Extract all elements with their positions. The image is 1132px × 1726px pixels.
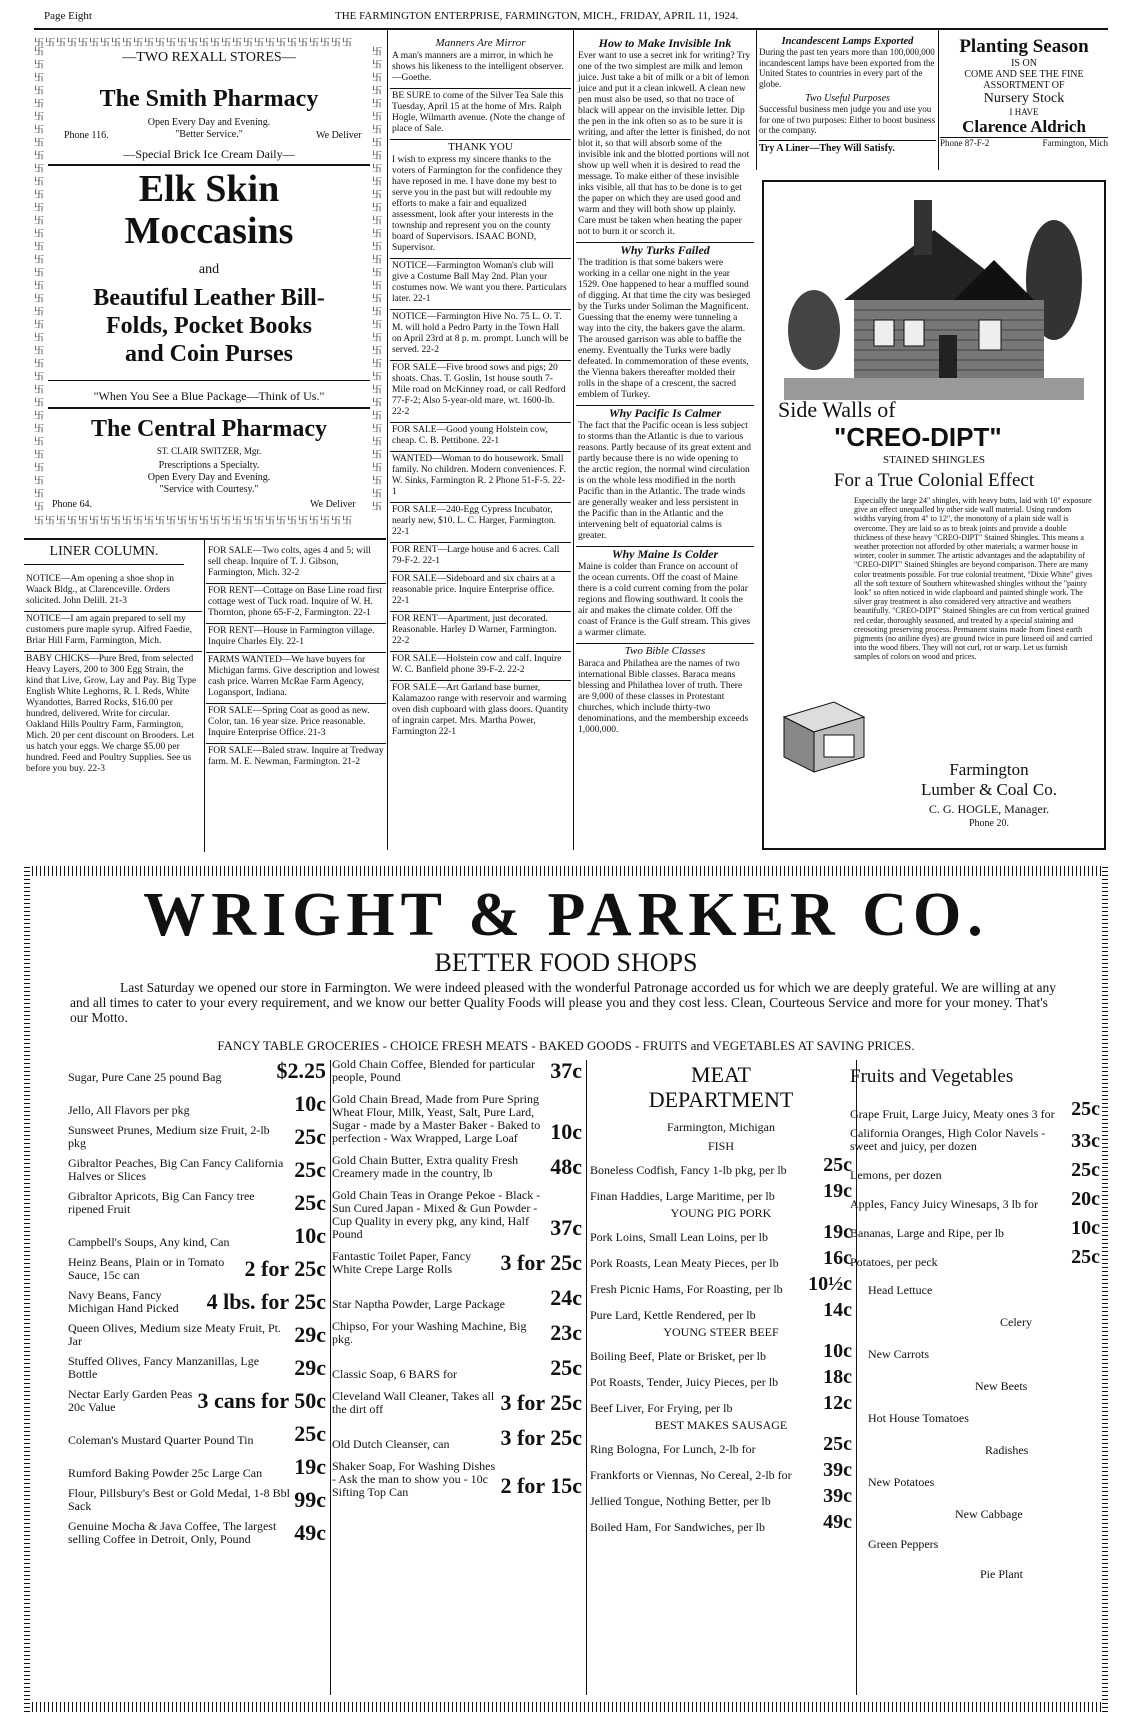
notice-item: FOR SALE—Good young Holstein cow, cheap. C. B. Pettibone. 22-1: [390, 423, 571, 452]
notice-item: I wish to express my sincere thanks to the voters of Farmington for the confidence they have reposed in me. I have done my best to serve you in the past but will redouble my efforts to make a fair and equalized assessment, look after your interests in the township and represent you on the county board of Supervisors. ISAAC BOND, Supervisor.: [390, 153, 571, 259]
price-item: [332, 1390, 582, 1416]
item-price: 10c: [294, 1091, 326, 1116]
price-item: [68, 1058, 326, 1084]
better-food-shops: BETTER FOOD SHOPS: [434, 948, 698, 977]
item-description: Genuine Mocha & Java Coffee, The largest selling Coffee in Detroit, Only, Pound: [68, 1519, 277, 1546]
fv-title: Fruits and Vegetables: [850, 1066, 1014, 1087]
sausage-list: [590, 1433, 852, 1534]
price-item: [332, 1320, 582, 1346]
item-price: 25c: [294, 1124, 326, 1149]
item-price: 39c: [823, 1485, 852, 1507]
column-rule: [387, 30, 388, 850]
planting-is-on: IS ON: [1011, 58, 1037, 69]
creo-dipt-ad: [762, 180, 1106, 850]
elk-skin-heading: Elk Skin: [138, 168, 280, 210]
item-description: Nectar Early Garden Peas 20c Value: [68, 1387, 193, 1414]
veg-item: New Potatoes: [868, 1475, 935, 1489]
fish-heading: FISH: [707, 1139, 734, 1153]
lamps-text: During the past ten years more than 100,000,000 incandescent lamps have been exported from the United States to countries in every part of the globe.: [759, 47, 935, 89]
price-item: [332, 1460, 582, 1499]
dealer-phone: Phone 20.: [969, 818, 1009, 829]
liner-item: FOR SALE—Baled straw. Inquire at Tredway farm. M. E. Newman, Farmington. 21-2: [208, 746, 384, 767]
item-description: Pork Loins, Small Lean Loins, per lb: [590, 1230, 768, 1244]
liner-item: BABY CHICKS—Pure Bred, from selected Heavy Layers, 200 to 300 Egg Strain, the kind that Live, Grow, Lay and Pay. Big Type English White Leghorns, R. I. Reds, White Wyandottes, Barred Rocks, $16.00 per hundred, delivered. Write for circular. Oakland Hills Poultry Farm, Farmington, Mich. 20 per cent discount on Brooders. Let us hatch your eggs. We charge $5.00 per hundred. Feed and Poultry Supplies. See us before you buy. 22-3: [26, 654, 197, 774]
notice-item: FOR SALE—Five brood sows and pigs; 20 shoats. Chas. T. Goslin, 1st house south 7-Mile road on McKinney road, or call Redford 77-F-2; Also 5-year-old mare, wt. 1600-lb. 22-2: [390, 361, 571, 423]
liner-mid-column: [206, 544, 386, 852]
item-price: 19c: [823, 1180, 852, 1202]
creo-effect: For a True Colonial Effect: [833, 470, 1035, 491]
item-price: $2.25: [276, 1058, 326, 1083]
item-description: Frankforts or Viennas, No Cereal, 2-lb for: [590, 1468, 792, 1482]
central-open: Open Every Day and Evening.: [147, 472, 271, 483]
liner-item: FOR SALE—Spring Coat as good as new. Color, tan. 16 year size. Price reasonable. Inquire Enterprise Office. 21-3: [206, 704, 386, 744]
column-heading: Manners Are Mirror: [435, 37, 526, 49]
item-description: Boiling Beef, Plate or Brisket, per lb: [590, 1349, 766, 1363]
useful-text: Successful business men judge you and use you for one of two purposes: Either to boost business or the company.: [759, 104, 935, 135]
liner-item: NOTICE—I am again prepared to sell my customers pure maple syrup. Alfred Faedie, Briar Hill Farm, Farmington, Mich.: [24, 612, 202, 652]
swastika-border: 卐卐卐卐卐卐卐卐卐卐卐卐卐卐卐卐卐卐卐卐卐卐卐卐卐卐卐卐卐: [34, 516, 353, 527]
item-description: Navy Beans, Fancy Michigan Hand Picked: [68, 1288, 179, 1315]
and-text: and: [198, 262, 220, 277]
price-item: [68, 1355, 326, 1381]
price-item: [590, 1273, 852, 1296]
wp-categories: FANCY TABLE GROCERIES - CHOICE FRESH MEATS - BAKED GOODS - FRUITS and VEGETABLES AT SAVING PRICES.: [217, 1038, 915, 1053]
price-item: [68, 1124, 326, 1150]
planting-come: COME AND SEE THE FINE: [964, 69, 1084, 80]
lamps-column: [759, 36, 936, 170]
liner-item: FOR RENT—Cottage on Base Line road first cottage west of Tuck road. Inquire of W. H. Thornton, phone 65-F-2, Farmington. 22-1: [206, 584, 386, 624]
article-text: Maine is colder than France on account of the ocean currents. Off the coast of Maine there is a cold current coming from the polar regions and flowing southward. It cools the air and makes the climate colder. Off the coast of France is the Gulf stream. This gives a warmer climate.: [576, 560, 754, 644]
groceries-column: [68, 1058, 326, 1698]
liner-rule: [204, 540, 205, 852]
item-description: Apples, Fancy Juicy Winesaps, 3 lb for: [850, 1197, 1038, 1211]
item-price: 3 cans for 50c: [197, 1388, 326, 1413]
price-item: [332, 1250, 582, 1276]
liner-title: LINER COLUMN.: [24, 544, 184, 565]
article-title: Why Maine Is Colder: [611, 547, 719, 561]
central-phone: Phone 64.: [52, 499, 92, 510]
item-description: Cleveland Wall Cleaner, Takes all the dirt off: [332, 1389, 495, 1416]
ice-cream-special: —Special Brick Ice Cream Daily—: [123, 147, 295, 161]
item-price: 4 lbs. for 25c: [206, 1289, 326, 1314]
item-description: Flour, Pillsbury's Best or Gold Medal, 1-8 Bbl Sack: [68, 1486, 291, 1513]
item-price: 25c: [294, 1190, 326, 1215]
item-description: Coleman's Mustard Quarter Pound Tin: [68, 1433, 254, 1447]
item-price: 10c: [294, 1223, 326, 1248]
price-item: [68, 1322, 326, 1348]
notice-item: FOR SALE—240-Egg Cypress Incubator, nearly new, $10. L. C. Harger, Farmington. 22-1: [390, 503, 571, 543]
lamps-title: Incandescent Lamps Exported: [781, 36, 914, 47]
article-title: How to Make Invisible Ink: [598, 36, 732, 50]
price-item: [68, 1157, 326, 1183]
swastika-border: 卐卐卐卐卐卐卐卐卐卐卐卐卐卐卐卐卐卐卐卐卐卐卐卐卐卐卐卐卐卐卐卐卐卐卐卐: [34, 47, 45, 513]
item-price: 99c: [294, 1487, 326, 1512]
price-item: [68, 1520, 326, 1546]
price-item: [68, 1454, 326, 1480]
price-item: [590, 1340, 852, 1363]
creo-stained: STAINED SHINGLES: [882, 454, 986, 466]
item-description: Fantastic Toilet Paper, Fancy White Crepe Large Rolls: [332, 1249, 472, 1276]
item-description: Stuffed Olives, Fancy Manzanillas, Lge Bottle: [68, 1354, 260, 1381]
item-description: Pure Lard, Kettle Rendered, per lb: [590, 1308, 756, 1322]
veg-item: New Carrots: [868, 1347, 929, 1361]
item-description: Star Naptha Powder, Large Package: [332, 1297, 505, 1311]
masthead: THE FARMINGTON ENTERPRISE, FARMINGTON, MICH., FRIDAY, APRIL 11, 1924.: [335, 10, 739, 22]
price-item: [850, 1217, 1100, 1240]
price-item: [590, 1247, 852, 1270]
veg-item: Pie Plant: [980, 1567, 1024, 1581]
article-title: Why Turks Failed: [620, 243, 710, 257]
leather-line-2: Folds, Pocket Books: [105, 313, 312, 339]
item-price: 10½c: [808, 1273, 852, 1295]
liner-item: FARMS WANTED—We have buyers for Michigan farms. Give description and lowest cash price. Warren McRae Farm Agency, Logansport, Indiana.: [206, 653, 386, 704]
notice-item: A man's manners are a mirror, in which he shows his likeness to the intelligent observer.—Goethe.: [390, 49, 571, 89]
item-price: 49c: [823, 1511, 852, 1533]
column-heading: THANK YOU: [448, 141, 513, 153]
smith-pharmacy-name: The Smith Pharmacy: [99, 86, 319, 112]
veg-item: Celery: [1000, 1315, 1032, 1329]
price-item: [68, 1421, 326, 1447]
item-description: Boneless Codfish, Fancy 1-lb pkg, per lb: [590, 1163, 787, 1177]
price-item: [590, 1511, 852, 1534]
item-price: 18c: [823, 1366, 852, 1388]
item-price: 2 for 25c: [244, 1256, 326, 1281]
liner-top-rule: [24, 538, 386, 540]
rexall-banner: —TWO REXALL STORES—: [122, 50, 296, 65]
central-pharmacy-name: The Central Pharmacy: [91, 416, 327, 442]
article-text: Ever want to use a secret ink for writing? Try one of the two simplest are milk and lemon juice. Just take a bit of milk or a bit of lemon juice and put it a clean inkwell. A clean new pen must also be used, so that no trace of black will appear on the invisible letter. Dip the pen in the ink often so as to be sure it is writing, and after the letter is finished, do not blot it, so that will absorb some of the invisible ink and the blotted portions will not show up well when it is desired to read the message. To make either of these invisible inks visible, all that has to be done is to get the paper on which they are used good and warm and they will both show up plainly. Care must be taken when heating the paper not to burn it or scorch it.: [576, 49, 754, 243]
item-price: 19c: [823, 1221, 852, 1243]
item-price: 10c: [1071, 1217, 1100, 1239]
item-description: Gold Chain Bread, Made from Pure Spring Wheat Flour, Milk, Yeast, Salt, Pure Lard, Sugar - made by a Master Baker - Baked to perfection - Wax Wrapped, Large Loaf: [332, 1092, 541, 1145]
notices-column: [390, 36, 571, 850]
planting-assort: ASSORTMENT OF: [983, 80, 1065, 91]
article-text: The fact that the Pacific ocean is less subject to storms than the Atlantic is due to various reasons. Partly because of its great extent and partly because there is no wide opening to the arctic region, the normal wind circulation is on the whole less modified in the north Pacific than in the Atlantic. The trade winds are generally weaker and less persistent in the Pacific than in the Atlantic and the intervening belt of equatorial calms is greater.: [576, 419, 754, 547]
liner-item: FOR RENT—House in Farmington village. Inquire Charles Ely. 22-1: [206, 624, 386, 653]
price-item: [590, 1180, 852, 1203]
planting-town: Farmington, Mich: [1042, 138, 1108, 148]
planting-title: Planting Season: [959, 36, 1089, 57]
price-item: [850, 1188, 1100, 1211]
price-item: [68, 1388, 326, 1414]
item-price: 3 for 25c: [500, 1390, 582, 1415]
item-description: Old Dutch Cleanser, can: [332, 1437, 450, 1451]
moccasins-heading: Moccasins: [124, 210, 294, 252]
item-description: Queen Olives, Medium size Meaty Fruit, Pt. Jar: [68, 1321, 281, 1348]
item-description: Heinz Beans, Plain or in Tomato Sauce, 15c can: [68, 1255, 225, 1282]
item-description: Sugar, Pure Cane 25 pound Bag: [68, 1070, 222, 1084]
column-rule: [573, 30, 574, 850]
price-item: [590, 1392, 852, 1415]
liner-left-column: [24, 572, 202, 852]
item-price: 25c: [823, 1433, 852, 1455]
price-item: [850, 1159, 1100, 1182]
price-item: [590, 1154, 852, 1177]
price-item: [332, 1058, 582, 1084]
item-price: 29c: [294, 1322, 326, 1347]
price-item: [68, 1487, 326, 1513]
item-price: 2 for 15c: [500, 1473, 582, 1498]
price-item: [590, 1221, 852, 1244]
smith-phone: Phone 116.: [64, 130, 109, 141]
veg-item: Radishes: [985, 1443, 1029, 1457]
price-item: [68, 1190, 326, 1216]
item-description: Shaker Soap, For Washing Dishes - Ask the man to show you - 10c Sifting Top Can: [332, 1459, 496, 1499]
gold-chain-column: [332, 1058, 582, 1698]
ad-border: [24, 866, 1108, 876]
item-price: 25c: [1071, 1098, 1100, 1120]
beef-heading: YOUNG STEER BEEF: [663, 1325, 779, 1339]
house-illustration: [784, 190, 1084, 400]
price-item: [332, 1425, 582, 1451]
leather-line-3: and Coin Purses: [124, 341, 294, 367]
price-item: [590, 1433, 852, 1456]
price-item: [68, 1256, 326, 1282]
item-description: Ring Bologna, For Lunch, 2-lb for: [590, 1442, 756, 1456]
veg-item: New Cabbage: [955, 1507, 1023, 1521]
fv-list: [850, 1098, 1100, 1269]
swastika-border: 卐卐卐卐卐卐卐卐卐卐卐卐卐卐卐卐卐卐卐卐卐卐卐卐卐卐卐卐卐卐卐卐卐卐卐卐: [372, 47, 383, 513]
column-rule: [938, 30, 939, 170]
article-title: Two Bible Classes: [624, 645, 706, 657]
item-price: 33c: [1071, 1130, 1100, 1152]
central-manager: ST. CLAIR SWITZER, Mgr.: [156, 446, 262, 456]
try-liner: Try A Liner—They Will Satisfy.: [759, 140, 936, 154]
item-description: Jellied Tongue, Nothing Better, per lb: [590, 1494, 771, 1508]
creo-brand: "CREO-DIPT": [834, 422, 1002, 452]
articles-column: [576, 36, 754, 850]
veg-item: Green Peppers: [868, 1537, 939, 1551]
central-deliver: We Deliver: [310, 499, 356, 510]
planting-have: I HAVE: [1009, 107, 1039, 117]
item-description: California Oranges, High Color Navels - sweet and juicy, per dozen: [850, 1126, 1046, 1153]
column-rule: [756, 30, 757, 170]
item-price: 12c: [823, 1392, 852, 1414]
item-price: 3 for 25c: [500, 1425, 582, 1450]
item-description: Pork Roasts, Lean Meaty Pieces, per lb: [590, 1256, 779, 1270]
item-price: 3 for 25c: [500, 1250, 582, 1275]
item-price: 49c: [294, 1520, 326, 1545]
item-price: 25c: [294, 1157, 326, 1182]
item-price: 39c: [823, 1459, 852, 1481]
blue-package-slogan: "When You See a Blue Package—Think of Us.": [93, 389, 325, 403]
price-item: [68, 1091, 326, 1117]
veg-item: New Beets: [975, 1379, 1028, 1393]
smith-deliver: We Deliver: [316, 130, 362, 141]
item-description: Bananas, Large and Ripe, per lb: [850, 1226, 1005, 1240]
shingle-bundle-illustration: [774, 687, 874, 777]
item-price: 25c: [1071, 1159, 1100, 1181]
useful-title: Two Useful Purposes: [805, 93, 890, 104]
item-description: Lemons, per dozen: [850, 1168, 942, 1182]
meat-title: MEAT DEPARTMENT: [648, 1062, 794, 1112]
pork-heading: YOUNG PIG PORK: [670, 1206, 772, 1220]
rexall-ad: [34, 34, 384, 534]
item-price: 48c: [550, 1154, 582, 1179]
wright-parker-title: WRIGHT & PARKER CO.: [143, 881, 989, 949]
notice-item: NOTICE—Farmington Hive No. 75 L. O. T. M. will hold a Pedro Party in the Town Hall on April 23rd at 8 p. m. prompt. Lunch will be served. 22-2: [390, 310, 571, 361]
divider: [48, 164, 370, 166]
item-price: 16c: [823, 1247, 852, 1269]
veg-item: Hot House Tomatoes: [868, 1411, 969, 1425]
price-item: [332, 1355, 582, 1381]
item-description: Campbell's Soups, Any kind, Can: [68, 1235, 230, 1249]
notice-item: WANTED—Woman to do housework. Small family. No children. Modern conveniences. F. W. Sinks, Farmington R. 2 Phone 51-F-5. 22-1: [390, 452, 571, 503]
sausage-heading: BEST MAKES SAUSAGE: [654, 1418, 788, 1432]
smith-open: Open Every Day and Evening.: [147, 117, 271, 128]
item-description: Gibraltor Apricots, Big Can Fancy tree ripened Fruit: [68, 1189, 255, 1216]
item-price: 29c: [294, 1355, 326, 1380]
item-description: Finan Haddies, Large Maritime, per lb: [590, 1189, 775, 1203]
price-item: [850, 1098, 1100, 1121]
smith-service: "Better Service.": [175, 129, 243, 140]
ad-border: [1102, 866, 1108, 1712]
planting-nursery: Nursery Stock: [983, 91, 1065, 106]
item-price: 37c: [550, 1058, 582, 1083]
item-description: Grape Fruit, Large Juicy, Meaty ones 3 for: [850, 1107, 1055, 1121]
item-price: 25c: [294, 1421, 326, 1446]
planting-ad: [940, 36, 1108, 170]
planting-name: Clarence Aldrich: [962, 117, 1086, 136]
liner-item: FOR SALE—Two colts, ages 4 and 5; will sell cheap. Inquire of T. J. Gibson, Farmington, Mich. 32-2: [206, 544, 386, 584]
item-description: Gold Chain Coffee, Blended for particular people, Pound: [332, 1058, 536, 1084]
divider: [48, 380, 370, 381]
dealer-manager: C. G. HOGLE, Manager.: [928, 802, 1050, 816]
notice-item: FOR SALE—Art Garland base burner, Kalamazoo range with reservoir and warming oven dish cupboard with glass doors. Quantity of ingrain carpet. Mrs. Martha Power, Farmington 22-1: [392, 683, 569, 737]
item-description: Classic Soap, 6 BARS for: [332, 1367, 458, 1381]
notice-item: FOR SALE—Sideboard and six chairs at a reasonable price. Inquire Enterprise office. 22-1: [390, 572, 571, 612]
price-item: [332, 1285, 582, 1311]
price-item: [332, 1154, 582, 1180]
page-number: Page Eight: [44, 10, 92, 22]
dealer-name: Farmington: [949, 760, 1029, 779]
liner-item: NOTICE—Am opening a shoe shop in Waack Bldg., at Clarenceville. Orders solicited. John Delill. 21-3: [24, 572, 202, 612]
item-description: Pot Roasts, Tender, Juicy Pieces, per lb: [590, 1375, 779, 1389]
price-item: [332, 1093, 582, 1145]
item-price: 14c: [823, 1299, 852, 1321]
notice-item: FOR RENT—Large house and 6 acres. Call 79-F-2. 22-1: [390, 543, 571, 572]
leather-line-1: Beautiful Leather Bill-: [93, 285, 325, 311]
price-item: [590, 1459, 852, 1482]
item-price: 25c: [1071, 1246, 1100, 1268]
notice-item: FOR SALE—Holstein cow and calf. Inquire W. C. Banfield phone 39-F-2. 22-2: [390, 652, 571, 681]
item-description: Gold Chain Teas in Orange Pekoe - Black - Sun Cured Japan - Mixed & Gun Powder - Cup Quality in every pkg, any kind, Half Pound: [332, 1188, 541, 1241]
price-item: [332, 1189, 582, 1241]
creo-body: Especially the large 24" shingles, with heavy butts, laid with 10" exposure give an effect unequalled by other side wall material. Using random widths varying from 4" to 12", the monotony of a plain side wall is overcome. They are laid so as to break joints and provide a double thickness of these heavy "CREO-DIPT" Stained Shingles. This means a weather protection not afforded by other materials; a warmer house in winter, cooler in summer. The artistic advantages and the adaptability of "CREO-DIPT" Stained Shingles are beyond comparison. There are many color treatments possible. For true colonial treatment, "Dixie White" gives all the soft texture of Southern whitewashed shingles without the "painty look" so often noticed in wide clapboard and painted shingle work. The silver gray treatment is also considered very attractive and weathers beautifully. "CREO-DIPT" Stained Shingles are cut from vertical grained red cedar, thoroughly seasoned, and treated by a special staining and creosoting preserving process. Permanent stains made from finest earth pigments (no aniline dyes) are ground twice in pure linseed oil and carried into the wood fibers. They will not curl, rot or warp. Let us furnish samples of colors on wood and prices.: [854, 496, 1093, 662]
beef-list: [590, 1340, 852, 1415]
ad-border: [24, 866, 30, 1712]
item-price: 10c: [550, 1119, 582, 1144]
central-service: "Service with Courtesy.": [159, 484, 259, 495]
ad-border: [24, 1702, 1108, 1712]
notice-item: NOTICE—Farmington Woman's club will give a Costume Ball May 2nd. Plan your costumes now. We want you there. Particulars later. 22-1: [390, 259, 571, 310]
wp-intro: Last Saturday we opened our store in Farmington. We were indeed pleased with the wonderful Patronage accorded us for which we are deeply grateful. We are willing at any and all times to cater to your every requirement, and we know our better Quality Foods will please you and they cost less. Clean, Courteous Service and more for your money. That's our Motto.: [70, 980, 1057, 1025]
dealer-name-2: Lumber & Coal Co.: [921, 780, 1057, 799]
article-text: The tradition is that some bakers were working in a cellar one night in the year 1529. One happened to hear a muffled sound of digging. At that time the city was besieged by the Turks under Soliman the Magnificent. Guessing that the enemy were tunneling a way into the city, the bakers gave the alarm. The aroused garrison was able to baffle the enemy. Eventually the Turks were badly defeated. In commemoration of these events, the Vienna bakers thereafter molded their rolls in the shape of a crescent, the sacred emblem of Turkey.: [576, 256, 754, 406]
item-price: 19c: [294, 1454, 326, 1479]
item-description: Sunsweet Prunes, Medium size Fruit, 2-lb pkg: [68, 1123, 270, 1150]
column-rule: [330, 1060, 331, 1695]
item-description: Gibraltor Peaches, Big Can Fancy California Halves or Slices: [68, 1156, 284, 1183]
meat-town: Farmington, Michigan: [667, 1120, 775, 1134]
item-price: 37c: [550, 1215, 582, 1240]
item-price: 24c: [550, 1285, 582, 1310]
item-description: Jello, All Flavors per pkg: [68, 1103, 190, 1117]
item-price: 23c: [550, 1320, 582, 1345]
column-rule: [586, 1060, 587, 1695]
item-description: Boiled Ham, For Sandwiches, per lb: [590, 1520, 765, 1534]
price-item: [68, 1289, 326, 1315]
article-text: Baraca and Philathea are the names of two international Bible classes. Baraca means blessing and Philathea lover of truth. There are 9,000 of these classes in Protestant churches, which include thirty-two denominations, and the membership exceeds 1,000,000.: [578, 659, 749, 735]
price-item: [590, 1366, 852, 1389]
pork-list: [590, 1221, 852, 1322]
fish-list: [590, 1154, 852, 1203]
swastika-border: 卐卐卐卐卐卐卐卐卐卐卐卐卐卐卐卐卐卐卐卐卐卐卐卐卐卐卐卐卐: [34, 38, 353, 49]
price-item: [850, 1246, 1100, 1269]
divider: [48, 407, 370, 409]
item-description: Chipso, For your Washing Machine, Big pkg.: [332, 1319, 527, 1346]
planting-phone: Phone 87-F-2: [940, 138, 990, 148]
item-description: Potatoes, per peck: [850, 1255, 938, 1269]
header-rule: [34, 28, 1108, 30]
central-prescriptions: Prescriptions a Specialty.: [158, 460, 260, 471]
notice-item: BE SURE to come of the Silver Tea Sale this Tuesday, April 15 at the home of Mrs. Ralph Hogle, Wilmarth avenue. (Note the change of place of Sale.: [390, 89, 571, 140]
item-description: Fresh Picnic Hams, For Roasting, per lb: [590, 1282, 783, 1296]
notice-item: FOR RENT—Apartment, just decorated. Reasonable. Harley D Warner, Farmington. 22-2: [390, 612, 571, 652]
price-item: [590, 1485, 852, 1508]
creo-side-walls: Side Walls of: [778, 397, 896, 422]
fruits-vegetables-column: [850, 1066, 1100, 1698]
item-description: Gold Chain Butter, Extra quality Fresh Creamery made in the country, lb: [332, 1153, 519, 1180]
article-title: Why Pacific Is Calmer: [608, 406, 722, 420]
item-description: Rumford Baking Powder 25c Large Can: [68, 1466, 263, 1480]
veg-item: Head Lettuce: [868, 1283, 933, 1297]
price-item: [590, 1299, 852, 1322]
meat-column: [590, 1062, 852, 1698]
price-item: [68, 1223, 326, 1249]
price-item: [850, 1127, 1100, 1153]
item-price: 20c: [1071, 1188, 1100, 1210]
item-description: Beef Liver, For Frying, per lb: [590, 1401, 733, 1415]
item-price: 25c: [823, 1154, 852, 1176]
item-price: 10c: [823, 1340, 852, 1362]
item-price: 25c: [550, 1355, 582, 1380]
